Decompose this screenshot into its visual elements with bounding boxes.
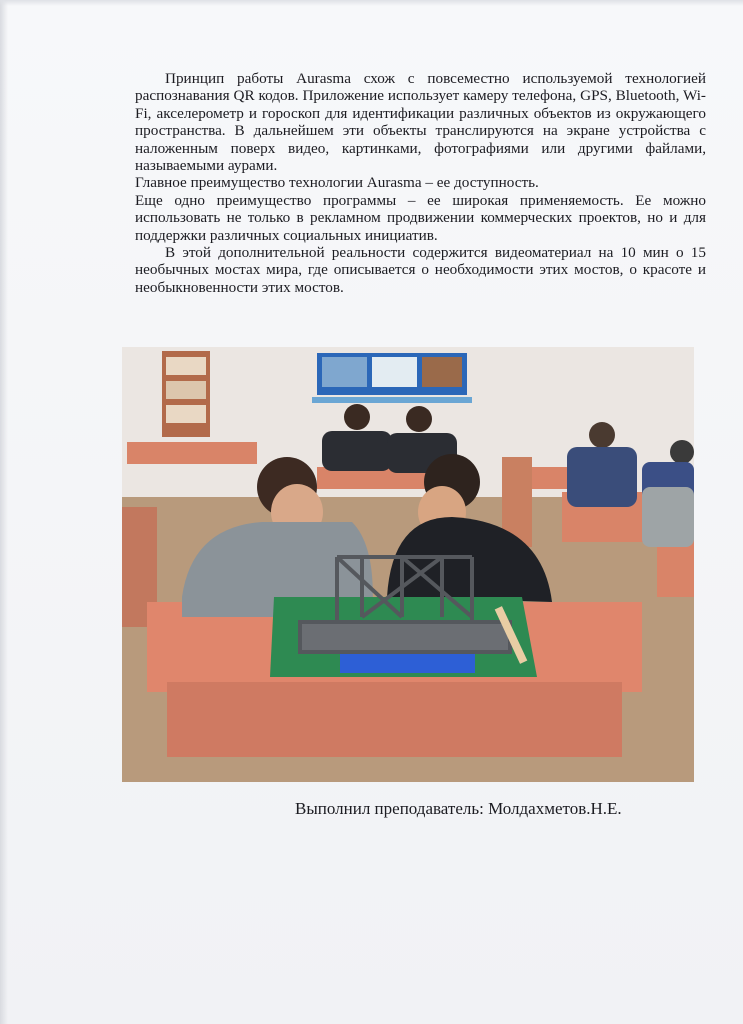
classroom-photo	[122, 347, 694, 782]
paragraph-augmented-reality-content: В этой дополнительной реальности содержится видеоматериал на 10 мин о 15 необычных мостах мира, где описывается о необходимости этих мостов, о красоте и необыкновенности этих мостов.	[135, 244, 706, 296]
paragraph-main-advantage: Главное преимущество технологии Aurasma – ее доступность.	[135, 174, 539, 192]
classroom-photo-illustration	[122, 347, 694, 782]
scan-edge-left	[0, 0, 8, 1024]
paragraph-second-advantage: Еще одно преимущество программы – ее широкая применяемость. Ее можно использовать не только в рекламном продвижении коммерческих проектов, но и для поддержки различных социальных инициатив.	[135, 191, 706, 244]
photo-back-desk-left	[127, 442, 257, 464]
photo-student-back-1	[344, 404, 370, 430]
scan-edge-top	[0, 0, 743, 6]
photo-student-back-3	[589, 422, 615, 448]
paragraph-aurasma-principle: Принцип работы Aurasma схож с повсеместно используемой технологией распознавания QR кодов. Приложение использует камеру телефона, GPS, Bluetooth, Wi-Fi, акселерометр и гороскоп для идентификации различных объектов из окружающего пространства. В дальнейшем эти объекты транслируются на экране устройства с наложенным поверх видео, картинками, фотографиями или другими файлами, называемыми аурами.	[135, 70, 706, 175]
author-signature: Выполнил преподаватель: Молдахметов.Н.Е.	[295, 799, 622, 818]
photo-student-back-2	[406, 406, 432, 432]
body-text	[135, 70, 706, 296]
